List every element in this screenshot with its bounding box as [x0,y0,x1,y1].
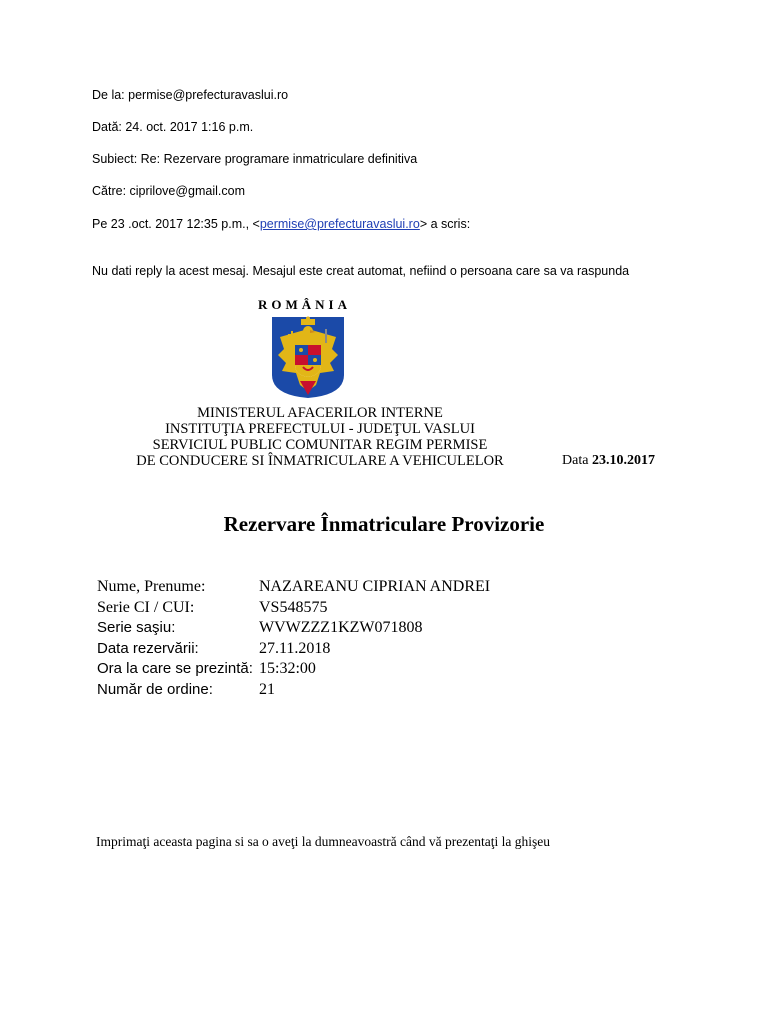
page-title: Rezervare Înmatriculare Provizorie [223,512,545,536]
institution-block [90,405,550,469]
email-to: Către: ciprilove@gmail.com [92,184,246,198]
time-value: 15:32:00 [259,660,316,677]
institution-line-4: DE CONDUCERE SI ÎNMATRICULARE A VEHICULELOR [136,453,504,469]
country-heading: ROMÂNIA [258,297,351,312]
email-quote-line [92,217,470,231]
id-label: Serie CI / CUI: [97,598,195,616]
detail-row-time [97,659,490,680]
romania-coat-of-arms-icon [270,315,346,399]
quote-email-link[interactable]: permise@prefecturavaslui.ro [259,217,420,231]
institution-line-2: INSTITUŢIA PREFECTULUI - JUDEŢUL VASLUI [165,421,475,437]
time-label: Ora la care se prezintă: [97,660,253,677]
order-number-value: 21 [259,680,275,698]
email-from: De la: permise@prefecturavaslui.ro [92,88,289,102]
document-date-value: 23.10.2017 [591,453,655,468]
quote-prefix: Pe 23 .oct. 2017 12:35 p.m., < [92,217,260,231]
reservation-details [97,577,490,700]
detail-row-vin [97,618,490,639]
detail-row-order-number [97,680,490,701]
order-number-label: Număr de ordine: [97,680,213,698]
auto-message-notice: Nu dati reply la acest mesaj. Mesajul este creat automat, nefiind o persoana care sa va raspunda [92,264,630,278]
detail-row-id [97,598,490,619]
name-label: Nume, Prenume: [97,578,206,595]
document-date-label: Data [562,453,592,468]
document-date [562,453,655,469]
institution-line-3: SERVICIUL PUBLIC COMUNITAR REGIM PERMISE [152,437,488,453]
email-subject: Subiect: Re: Rezervare programare inmatriculare definitiva [92,152,418,166]
detail-row-name [97,577,490,598]
name-value: NAZAREANU CIPRIAN ANDREI [259,578,491,595]
vin-label: Serie saşiu: [97,619,176,636]
quote-suffix: > a scris: [419,217,471,231]
detail-row-reservation-date [97,639,490,660]
id-value: VS548575 [259,598,328,616]
email-date: Dată: 24. oct. 2017 1:16 p.m. [92,120,254,134]
print-instruction: Imprimaţi aceasta pagina si sa o aveţi la dumneavoastră când vă prezentaţi la ghişeu [96,834,550,849]
vin-value: WVWZZZ1KZW071808 [259,619,423,636]
reservation-date-value: 27.11.2018 [259,639,331,657]
reservation-date-label: Data rezervării: [97,639,199,657]
institution-line-1: MINISTERUL AFACERILOR INTERNE [197,405,443,421]
